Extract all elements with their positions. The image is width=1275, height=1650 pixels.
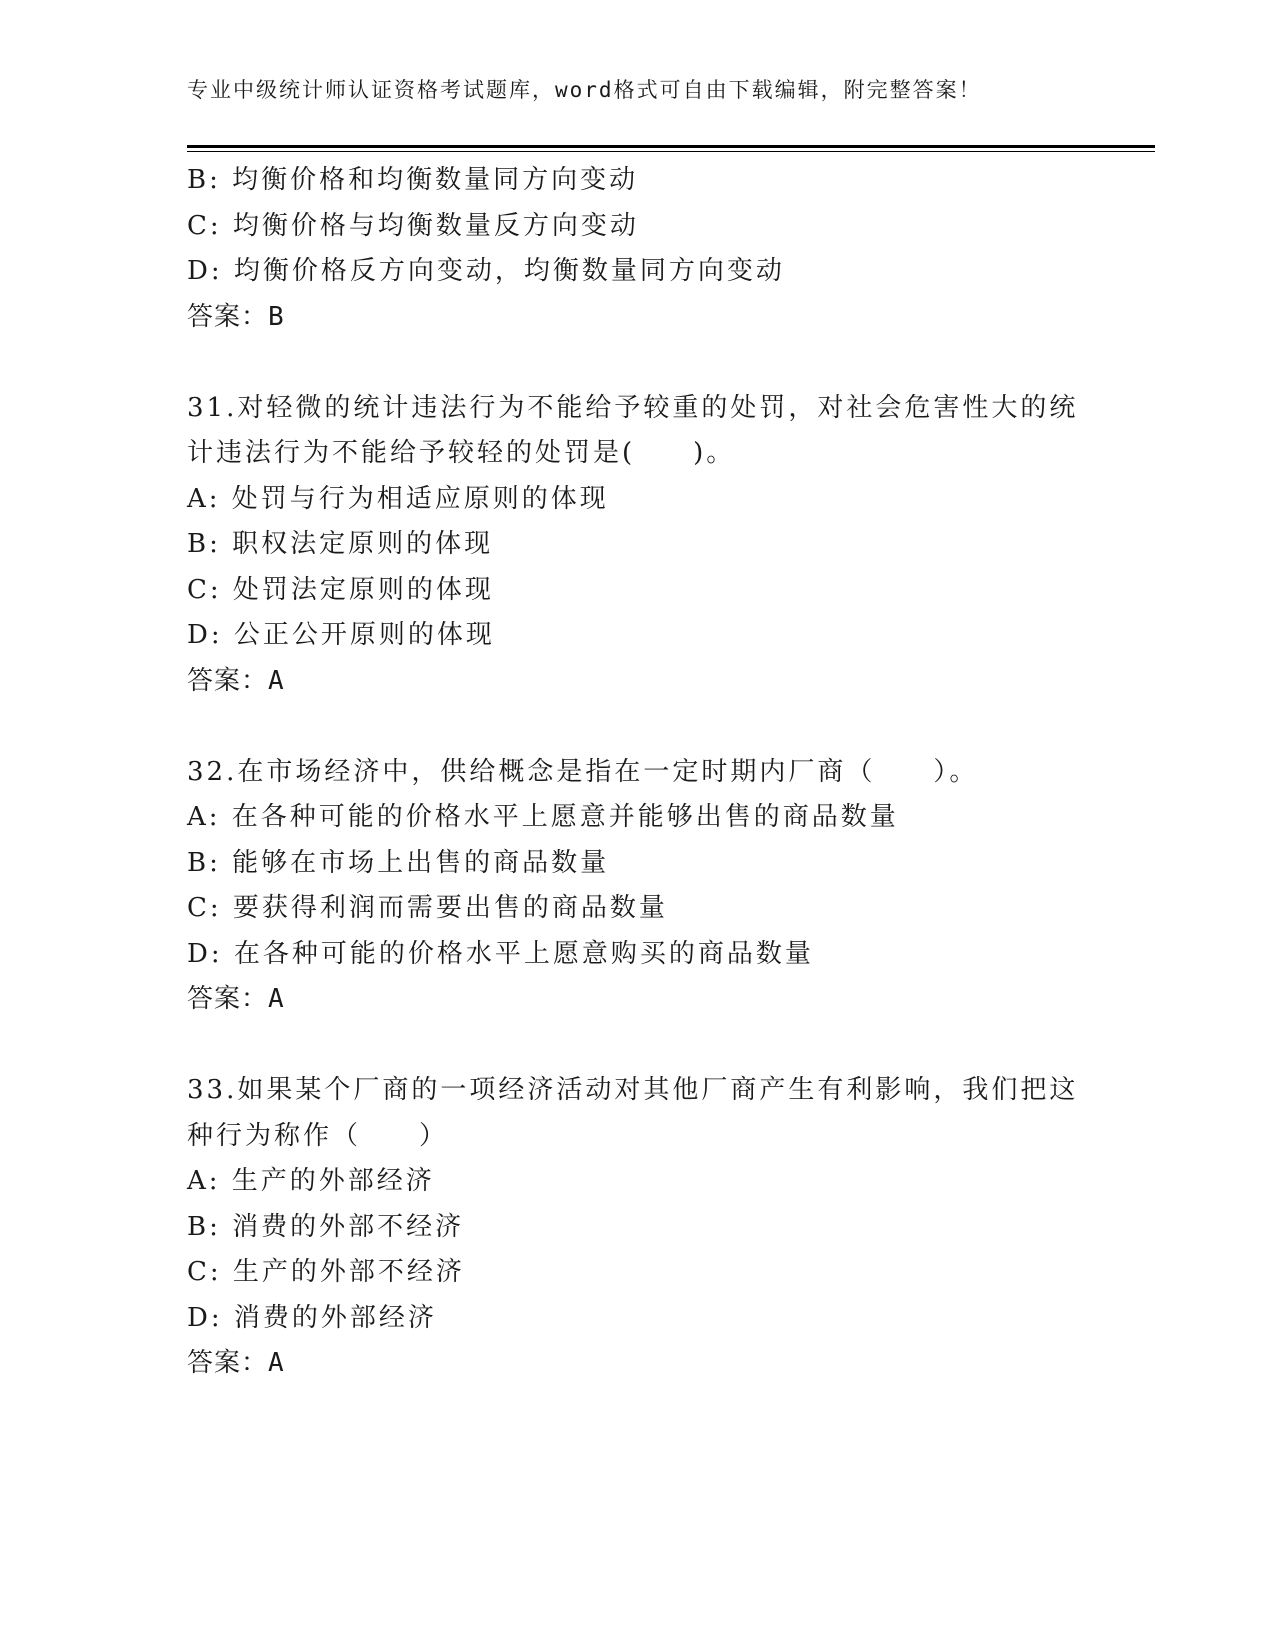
answer-line xyxy=(187,659,1087,705)
answer-value: A xyxy=(268,984,285,1014)
option-d: D: 均衡价格反方向变动，均衡数量同方向变动 xyxy=(187,256,785,286)
question-stem-line: 32.在市场经济中，供给概念是指在一定时期内厂商（ ）。 xyxy=(187,756,979,787)
question-stem-line: 计违法行为不能给予较轻的处罚是( )。 xyxy=(187,438,736,468)
option-d: D: 公正公开原则的体现 xyxy=(187,620,495,650)
question-stem-line: 33.如果某个厂商的一项经济活动对其他厂商产生有利影响，我们把这 xyxy=(187,1075,1079,1105)
option-c: C: 处罚法定原则的体现 xyxy=(187,574,494,605)
answer-label: 答案： xyxy=(187,665,269,696)
option-d: D: 消费的外部经济 xyxy=(187,1302,437,1333)
answer-value: A xyxy=(268,665,285,696)
option-c: C: 均衡价格与均衡数量反方向变动 xyxy=(187,210,639,241)
option-a: A: 生产的外部经济 xyxy=(187,1166,435,1196)
page-header: 专业中级统计师认证资格考试题库，word格式可自由下载编辑，附完整答案！ xyxy=(187,78,982,102)
option-b: B: 能够在市场上出售的商品数量 xyxy=(187,847,610,878)
answer-label: 答案： xyxy=(187,1348,269,1378)
answer-line xyxy=(187,295,1087,341)
question-content xyxy=(187,158,1087,1387)
option-c: C: 要获得利润而需要出售的商品数量 xyxy=(187,893,668,923)
prev-question-block xyxy=(187,158,1087,340)
question-stem-line: 31.对轻微的统计违法行为不能给予较重的处罚，对社会危害性大的统 xyxy=(187,392,1079,423)
answer-line xyxy=(187,977,1087,1023)
option-a: A: 处罚与行为相适应原则的体现 xyxy=(187,483,609,514)
question-32 xyxy=(187,750,1087,1023)
answer-line xyxy=(187,1341,1087,1387)
option-a: A: 在各种可能的价格水平上愿意并能够出售的商品数量 xyxy=(187,802,899,832)
option-b: B: 均衡价格和均衡数量同方向变动 xyxy=(187,165,639,195)
answer-value: A xyxy=(268,1348,285,1378)
option-b: B: 消费的外部不经济 xyxy=(187,1211,465,1242)
option-d: D: 在各种可能的价格水平上愿意购买的商品数量 xyxy=(187,938,814,969)
question-33 xyxy=(187,1068,1087,1387)
header-rule-thin xyxy=(187,151,1155,152)
answer-label: 答案： xyxy=(187,984,269,1014)
option-b: B: 职权法定原则的体现 xyxy=(187,529,494,559)
question-31 xyxy=(187,386,1087,705)
option-c: C: 生产的外部不经济 xyxy=(187,1257,465,1287)
header-rule-thick xyxy=(187,145,1155,148)
answer-value: B xyxy=(268,301,285,332)
question-stem-line: 种行为称作（ ） xyxy=(187,1120,449,1151)
answer-label: 答案： xyxy=(187,301,269,332)
